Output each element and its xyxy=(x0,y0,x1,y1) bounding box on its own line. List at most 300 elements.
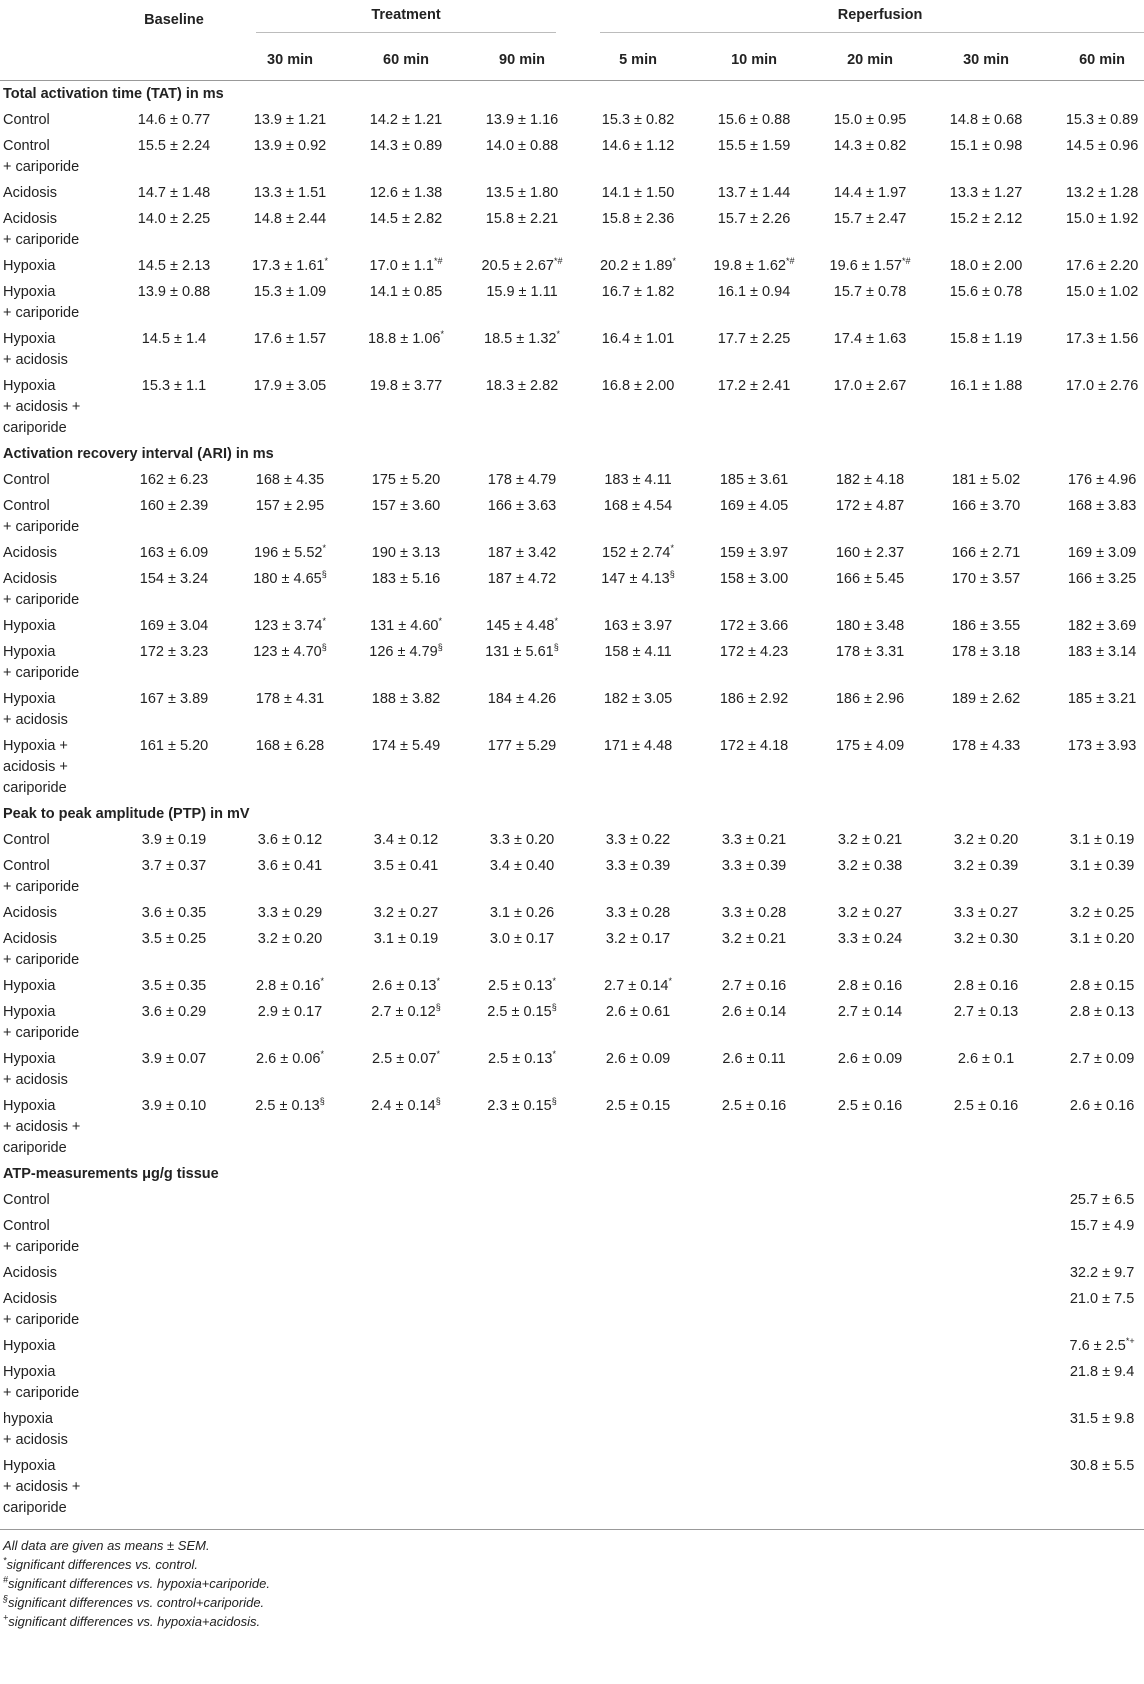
row-label-line: + acidosis + xyxy=(3,1479,81,1495)
value-cell xyxy=(928,1286,1044,1333)
value-text: 172 ± 3.23 xyxy=(139,644,209,660)
value-text: 131 ± 4.60 xyxy=(370,618,439,634)
value-cell xyxy=(232,1406,348,1453)
value-cell xyxy=(928,1453,1044,1521)
value-cell xyxy=(1044,467,1144,493)
value-cell xyxy=(464,279,580,326)
row-label xyxy=(0,373,116,441)
row-label-line: cariporide xyxy=(3,1500,67,1516)
value-text: 14.0 ± 0.88 xyxy=(485,138,559,154)
value-text: 3.4 ± 0.12 xyxy=(373,832,439,848)
value-text: 17.0 ± 2.76 xyxy=(1065,378,1139,394)
value-text: 2.6 ± 0.06 xyxy=(256,1051,321,1067)
value-cell xyxy=(116,1406,232,1453)
value-cell xyxy=(232,1359,348,1406)
value-text: 184 ± 4.26 xyxy=(487,691,557,707)
value-text: 3.9 ± 0.10 xyxy=(141,1098,207,1114)
value-cell xyxy=(1044,1213,1144,1260)
value-cell xyxy=(116,1187,232,1213)
value-text: 188 ± 3.82 xyxy=(371,691,441,707)
footnote-text: significant differences vs. control+cariporide. xyxy=(8,1595,265,1610)
value-text: 3.3 ± 0.29 xyxy=(257,905,323,921)
row-label-line: Hypoxia xyxy=(3,1004,56,1020)
value-cell xyxy=(928,206,1044,253)
value-text: 15.7 ± 2.26 xyxy=(717,211,791,227)
value-text: 172 ± 4.18 xyxy=(719,738,789,754)
value-cell xyxy=(1044,1260,1144,1286)
value-text: 2.9 ± 0.17 xyxy=(257,1004,323,1020)
value-cell xyxy=(696,107,812,133)
value-text: 13.2 ± 1.28 xyxy=(1065,185,1139,201)
value-cell xyxy=(1044,180,1144,206)
value-text: 171 ± 4.48 xyxy=(603,738,673,754)
section-header-row xyxy=(0,801,1144,827)
value-text: 175 ± 4.09 xyxy=(835,738,905,754)
value-cell xyxy=(464,326,580,373)
value-cell xyxy=(232,467,348,493)
value-cell xyxy=(348,686,464,733)
value-cell xyxy=(928,133,1044,180)
footnote xyxy=(0,1612,1144,1631)
value-text: 169 ± 3.04 xyxy=(139,618,209,634)
value-text: 2.8 ± 0.16 xyxy=(953,978,1019,994)
value-text: 180 ± 4.65 xyxy=(253,571,322,587)
value-text: 16.4 ± 1.01 xyxy=(601,331,675,347)
value-cell xyxy=(348,999,464,1046)
value-cell xyxy=(696,827,812,853)
value-text: 182 ± 3.69 xyxy=(1067,618,1137,634)
value-cell xyxy=(812,1046,928,1093)
value-text: 3.9 ± 0.07 xyxy=(141,1051,207,1067)
row-label-line: cariporide xyxy=(3,420,67,436)
value-cell xyxy=(928,926,1044,973)
value-text: 7.6 ± 2.5 xyxy=(1069,1338,1126,1354)
row-label-line: Hypoxia xyxy=(3,978,56,994)
value-cell xyxy=(812,1213,928,1260)
value-text: 166 ± 2.71 xyxy=(951,545,1021,561)
value-text: 13.9 ± 1.16 xyxy=(485,112,559,128)
value-text: 178 ± 4.33 xyxy=(951,738,1021,754)
row-label xyxy=(0,1359,116,1406)
value-cell xyxy=(464,493,580,540)
header-time: 30 min xyxy=(232,40,348,81)
value-text: 186 ± 3.55 xyxy=(951,618,1021,634)
header-reperfusion xyxy=(580,0,1144,40)
value-cell xyxy=(116,540,232,566)
value-cell xyxy=(580,1093,696,1161)
value-cell xyxy=(696,540,812,566)
value-cell xyxy=(464,900,580,926)
table-row xyxy=(0,827,1144,853)
value-text: 187 ± 3.42 xyxy=(487,545,557,561)
value-cell xyxy=(580,326,696,373)
value-cell xyxy=(464,1046,580,1093)
value-cell xyxy=(696,1359,812,1406)
row-label xyxy=(0,1406,116,1453)
value-text: 14.8 ± 2.44 xyxy=(253,211,327,227)
table-row xyxy=(0,493,1144,540)
significance-mark: * xyxy=(438,616,442,627)
significance-mark: * xyxy=(320,1049,324,1060)
table-row xyxy=(0,1406,1144,1453)
value-cell xyxy=(116,493,232,540)
value-cell xyxy=(116,1359,232,1406)
value-cell xyxy=(928,540,1044,566)
significance-mark: * xyxy=(552,1049,556,1060)
value-cell xyxy=(812,999,928,1046)
value-text: 2.6 ± 0.61 xyxy=(605,1004,671,1020)
value-cell xyxy=(348,206,464,253)
value-text: 30.8 ± 5.5 xyxy=(1069,1458,1135,1474)
significance-mark: *# xyxy=(902,256,911,267)
value-text: 15.7 ± 2.47 xyxy=(833,211,907,227)
footnote-text: significant differences vs. hypoxia+acidosis. xyxy=(8,1614,261,1629)
row-label xyxy=(0,686,116,733)
value-cell xyxy=(232,180,348,206)
value-text: 163 ± 3.97 xyxy=(603,618,673,634)
significance-mark: * xyxy=(672,256,677,267)
value-text: 3.3 ± 0.22 xyxy=(605,832,671,848)
value-cell xyxy=(580,206,696,253)
value-text: 166 ± 3.63 xyxy=(487,498,557,514)
value-cell xyxy=(812,279,928,326)
value-cell xyxy=(696,206,812,253)
significance-mark: § xyxy=(437,642,443,653)
value-text: 15.5 ± 2.24 xyxy=(137,138,211,154)
value-text: 13.3 ± 1.27 xyxy=(949,185,1023,201)
table-row xyxy=(0,686,1144,733)
footnote xyxy=(0,1536,1144,1555)
value-cell xyxy=(696,926,812,973)
value-text: 15.3 ± 0.89 xyxy=(1065,112,1139,128)
value-text: 13.9 ± 0.88 xyxy=(137,284,211,300)
value-text: 2.6 ± 0.1 xyxy=(957,1051,1015,1067)
value-cell xyxy=(348,1286,464,1333)
value-cell xyxy=(812,1187,928,1213)
value-cell xyxy=(464,180,580,206)
value-cell xyxy=(348,253,464,279)
header-treatment xyxy=(232,0,580,40)
value-text: 185 ± 3.61 xyxy=(719,472,789,488)
value-cell xyxy=(116,999,232,1046)
value-cell xyxy=(696,1213,812,1260)
significance-mark: * xyxy=(554,616,558,627)
row-label-line: + acidosis xyxy=(3,352,68,368)
header-treatment-label: Treatment xyxy=(256,7,556,33)
value-cell xyxy=(232,827,348,853)
table-row xyxy=(0,1093,1144,1161)
significance-mark: *# xyxy=(433,256,443,267)
value-text: 15.3 ± 0.82 xyxy=(601,112,675,128)
value-cell xyxy=(928,827,1044,853)
significance-mark: * xyxy=(668,976,672,987)
value-cell xyxy=(812,1359,928,1406)
row-label-line: + cariporide xyxy=(3,232,80,248)
table-row xyxy=(0,1213,1144,1260)
value-cell xyxy=(580,540,696,566)
value-cell xyxy=(464,206,580,253)
value-cell xyxy=(348,926,464,973)
value-text: 14.6 ± 0.77 xyxy=(137,112,211,128)
footnotes xyxy=(0,1530,1144,1631)
value-cell xyxy=(348,1093,464,1161)
significance-mark: § xyxy=(321,642,327,653)
value-cell xyxy=(812,686,928,733)
row-label-line: Control xyxy=(3,498,50,514)
value-cell xyxy=(232,613,348,639)
value-cell xyxy=(116,926,232,973)
value-cell xyxy=(232,733,348,801)
value-text: 21.8 ± 9.4 xyxy=(1069,1364,1135,1380)
value-cell xyxy=(232,973,348,999)
value-cell xyxy=(1044,279,1144,326)
row-label-line: Hypoxia xyxy=(3,284,56,300)
value-cell xyxy=(116,1260,232,1286)
value-cell xyxy=(232,206,348,253)
value-cell xyxy=(812,326,928,373)
value-text: 2.7 ± 0.14 xyxy=(604,978,669,994)
value-cell xyxy=(1044,133,1144,180)
value-text: 3.2 ± 0.27 xyxy=(373,905,439,921)
value-cell xyxy=(928,467,1044,493)
table-body xyxy=(0,81,1144,1522)
row-label xyxy=(0,926,116,973)
value-cell xyxy=(1044,326,1144,373)
value-cell xyxy=(1044,253,1144,279)
header-time: 10 min xyxy=(696,40,812,81)
row-label xyxy=(0,493,116,540)
section-title: Activation recovery interval (ARI) in ms xyxy=(3,446,274,462)
value-text: 186 ± 2.92 xyxy=(719,691,789,707)
value-cell xyxy=(696,1286,812,1333)
row-label-line: Control xyxy=(3,138,50,154)
value-cell xyxy=(116,133,232,180)
row-label xyxy=(0,566,116,613)
section-title: ATP-measurements μg/g tissue xyxy=(3,1166,219,1182)
value-cell xyxy=(696,1046,812,1093)
value-cell xyxy=(1044,926,1144,973)
value-text: 3.3 ± 0.20 xyxy=(489,832,555,848)
value-text: 181 ± 5.02 xyxy=(951,472,1021,488)
value-text: 17.0 ± 1.1 xyxy=(369,258,434,274)
value-text: 13.9 ± 0.92 xyxy=(253,138,327,154)
value-cell xyxy=(580,1333,696,1359)
value-cell xyxy=(348,1359,464,1406)
value-cell xyxy=(464,639,580,686)
significance-mark: * xyxy=(320,976,324,987)
table-row xyxy=(0,1046,1144,1093)
table-row xyxy=(0,973,1144,999)
value-text: 172 ± 4.23 xyxy=(719,644,789,660)
row-label-line: Acidosis xyxy=(3,571,57,587)
value-cell xyxy=(348,1406,464,1453)
value-cell xyxy=(348,1187,464,1213)
value-cell xyxy=(116,467,232,493)
value-cell xyxy=(116,1213,232,1260)
row-label-line: + cariporide xyxy=(3,159,80,175)
value-cell xyxy=(464,1213,580,1260)
value-cell xyxy=(464,926,580,973)
value-cell xyxy=(812,1093,928,1161)
value-cell xyxy=(696,686,812,733)
row-label-line: + cariporide xyxy=(3,1025,80,1041)
value-cell xyxy=(464,1093,580,1161)
value-text: 183 ± 4.11 xyxy=(604,472,672,488)
value-cell xyxy=(348,540,464,566)
row-label-line: Hypoxia xyxy=(3,1338,56,1354)
table-row xyxy=(0,326,1144,373)
row-label xyxy=(0,733,116,801)
value-text: 3.3 ± 0.21 xyxy=(721,832,787,848)
value-cell xyxy=(812,1260,928,1286)
value-cell xyxy=(928,566,1044,613)
value-cell xyxy=(696,1093,812,1161)
value-cell xyxy=(812,373,928,441)
row-label-line: + cariporide xyxy=(3,1385,80,1401)
value-cell xyxy=(348,493,464,540)
value-text: 126 ± 4.79 xyxy=(369,644,438,660)
table-row xyxy=(0,206,1144,253)
significance-mark: § xyxy=(321,569,327,580)
value-cell xyxy=(580,107,696,133)
row-label xyxy=(0,206,116,253)
value-text: 2.5 ± 0.15 xyxy=(487,1004,552,1020)
row-label xyxy=(0,900,116,926)
value-cell xyxy=(232,279,348,326)
value-cell xyxy=(928,853,1044,900)
value-text: 2.5 ± 0.16 xyxy=(721,1098,787,1114)
value-text: 3.2 ± 0.27 xyxy=(837,905,903,921)
value-text: 13.5 ± 1.80 xyxy=(485,185,559,201)
value-text: 18.3 ± 2.82 xyxy=(485,378,559,394)
value-text: 2.3 ± 0.15 xyxy=(487,1098,552,1114)
table-row xyxy=(0,279,1144,326)
value-cell xyxy=(696,493,812,540)
value-text: 2.6 ± 0.16 xyxy=(1069,1098,1135,1114)
value-cell xyxy=(116,326,232,373)
value-cell xyxy=(464,733,580,801)
value-cell xyxy=(696,1453,812,1521)
value-text: 15.8 ± 1.19 xyxy=(949,331,1023,347)
significance-mark: § xyxy=(319,1096,325,1107)
value-cell xyxy=(232,999,348,1046)
value-text: 2.6 ± 0.09 xyxy=(837,1051,903,1067)
value-text: 3.5 ± 0.41 xyxy=(373,858,439,874)
value-text: 2.5 ± 0.16 xyxy=(837,1098,903,1114)
footnote-mark: * xyxy=(3,1555,7,1566)
value-cell xyxy=(116,733,232,801)
value-cell xyxy=(812,206,928,253)
value-cell xyxy=(812,133,928,180)
row-label-line: Acidosis xyxy=(3,1265,57,1281)
value-text: 15.2 ± 2.12 xyxy=(949,211,1023,227)
significance-mark: § xyxy=(669,569,675,580)
table-row xyxy=(0,1359,1144,1406)
value-text: 178 ± 4.31 xyxy=(255,691,325,707)
row-label-line: + acidosis + xyxy=(3,399,81,415)
value-text: 16.8 ± 2.00 xyxy=(601,378,675,394)
value-cell xyxy=(1044,999,1144,1046)
value-text: 168 ± 6.28 xyxy=(255,738,325,754)
value-cell xyxy=(812,107,928,133)
row-label-line: Hypoxia xyxy=(3,618,56,634)
value-cell xyxy=(348,900,464,926)
significance-mark: § xyxy=(551,1002,557,1013)
row-label xyxy=(0,827,116,853)
footnote xyxy=(0,1593,1144,1612)
value-cell xyxy=(580,900,696,926)
table-row xyxy=(0,900,1144,926)
value-text: 163 ± 6.09 xyxy=(139,545,209,561)
table-row xyxy=(0,467,1144,493)
value-cell xyxy=(116,1333,232,1359)
value-cell xyxy=(464,1359,580,1406)
table-row xyxy=(0,1333,1144,1359)
value-cell xyxy=(464,467,580,493)
value-text: 16.1 ± 0.94 xyxy=(717,284,791,300)
value-text: 3.6 ± 0.35 xyxy=(141,905,207,921)
value-cell xyxy=(232,1046,348,1093)
significance-mark: * xyxy=(440,329,444,340)
value-text: 166 ± 3.70 xyxy=(951,498,1021,514)
value-cell xyxy=(232,540,348,566)
value-text: 14.7 ± 1.48 xyxy=(137,185,211,201)
table-row xyxy=(0,999,1144,1046)
value-text: 185 ± 3.21 xyxy=(1067,691,1137,707)
row-label-line: Acidosis xyxy=(3,1291,57,1307)
value-cell xyxy=(1044,639,1144,686)
row-label xyxy=(0,133,116,180)
value-text: 15.7 ± 4.9 xyxy=(1069,1218,1135,1234)
value-text: 158 ± 4.11 xyxy=(604,644,672,660)
row-label-line: + acidosis + xyxy=(3,1119,81,1135)
value-text: 18.8 ± 1.06 xyxy=(368,331,441,347)
value-text: 3.1 ± 0.19 xyxy=(373,931,439,947)
significance-mark: § xyxy=(551,1096,557,1107)
value-text: 2.6 ± 0.09 xyxy=(605,1051,671,1067)
value-cell xyxy=(580,1406,696,1453)
value-cell xyxy=(116,1093,232,1161)
value-cell xyxy=(928,1260,1044,1286)
table-row xyxy=(0,926,1144,973)
row-label xyxy=(0,613,116,639)
value-cell xyxy=(812,467,928,493)
value-cell xyxy=(812,253,928,279)
table-row xyxy=(0,853,1144,900)
value-cell xyxy=(812,540,928,566)
value-cell xyxy=(928,493,1044,540)
row-label xyxy=(0,540,116,566)
value-cell xyxy=(348,613,464,639)
value-text: 166 ± 5.45 xyxy=(835,571,905,587)
value-cell xyxy=(348,853,464,900)
value-text: 180 ± 3.48 xyxy=(835,618,905,634)
value-cell xyxy=(928,253,1044,279)
value-text: 14.5 ± 0.96 xyxy=(1065,138,1139,154)
value-cell xyxy=(116,206,232,253)
value-cell xyxy=(464,999,580,1046)
value-cell xyxy=(464,613,580,639)
significance-mark: *+ xyxy=(1125,1336,1135,1347)
section-header-row xyxy=(0,441,1144,467)
value-text: 145 ± 4.48 xyxy=(486,618,555,634)
value-cell xyxy=(928,1359,1044,1406)
value-cell xyxy=(580,639,696,686)
value-cell xyxy=(580,1453,696,1521)
significance-mark: *# xyxy=(786,256,795,267)
value-cell xyxy=(696,639,812,686)
value-cell xyxy=(464,566,580,613)
